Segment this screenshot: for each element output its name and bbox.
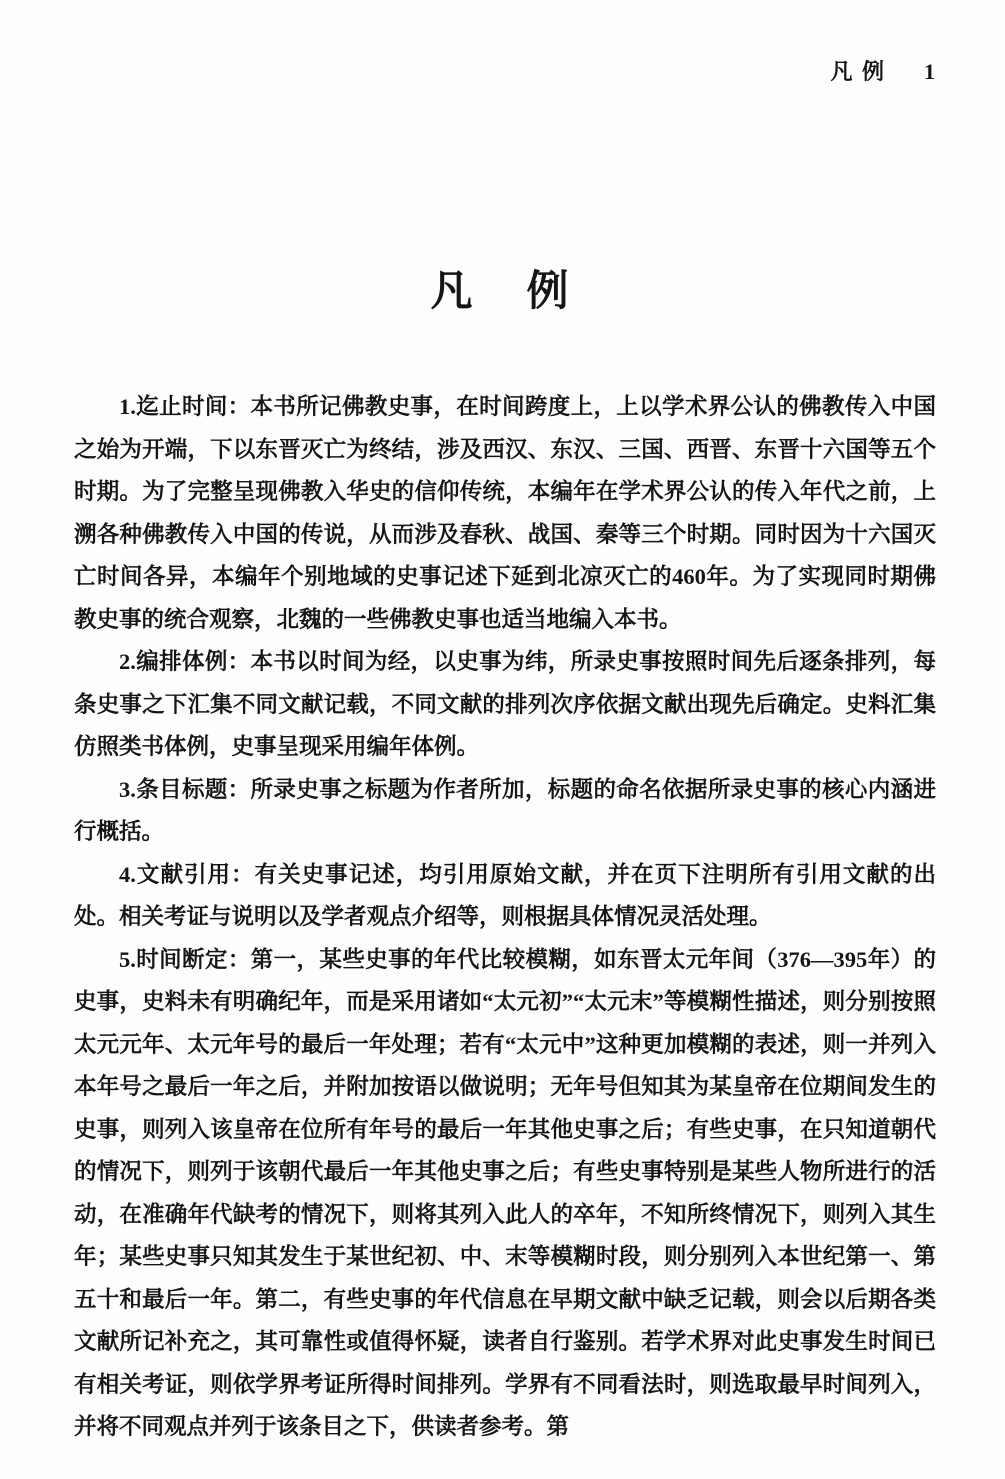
running-header: [830, 55, 937, 86]
body-text: [74, 386, 936, 1449]
paragraph-citations: 4.文献引用：有关史事记述，均引用原始文献，并在页下注明所有引用文献的出处。相关考证与说明以及学者观点介绍等，则根据具体情况灵活处理。: [74, 861, 936, 929]
running-header-title: 凡 例: [830, 59, 886, 84]
page-number: 1: [924, 59, 937, 84]
paragraph-arrangement: 2.编排体例：本书以时间为经，以史事为纬，所录史事按照时间先后逐条排列，每条史事之下汇集不同文献记载，不同文献的排列次序依据文献出现先后确定。史料汇集仿照类书体例，史事呈现采用编年体例。: [74, 649, 936, 759]
paragraph-entry-titles: 3.条目标题：所录史事之标题为作者所加，标题的命名依据所录史事的核心内涵进行概括。: [74, 776, 936, 844]
page-title: 凡 例: [430, 269, 575, 315]
paragraph-cutoff-time: 1.迄止时间：本书所记佛教史事，在时间跨度上，上以学术界公认的佛教传入中国之始为开端，下以东晋灭亡为终结，涉及西汉、东汉、三国、西晋、东晋十六国等五个时期。为了完整呈现佛教入华史的信仰传统，本编年在学术界公认的传入年代之前，上溯各种佛教传入中国的传说，从而涉及春秋、战国、秦等三个时期。同时因为十六国灭亡时间各异，本编年个别地域的史事记述下延到北凉灭亡的460年。为了实现同时期佛教史事的统合观察，北魏的一些佛教史事也适当地编入本书。: [74, 394, 936, 632]
paragraph-dating: 5.时间断定：第一，某些史事的年代比较模糊，如东晋太元年间（376—395年）的史事，史料未有明确纪年，而是采用诸如“太元初”“太元末”等模糊性描述，则分别按照太元元年、太元年号的最后一年处理；若有“太元中”这种更加模糊的表述，则一并列入本年号之最后一年之后，并附加按语以做说明；无年号但知其为某皇帝在位期间发生的史事，则列入该皇帝在位所有年号的最后一年其他史事之后；有些史事，在只知道朝代的情况下，则列于该朝代最后一年其他史事之后；有些史事特别是某些人物所进行的活动，在准确年代缺考的情况下，则将其列入此人的卒年，不知所终情况下，则列入其生年；某些史事只知其发生于某世纪初、中、末等模糊时段，则分别列入本世纪第一、第五十和最后一年。第二，有些史事的年代信息在早期文献中缺乏记载，则会以后期各类文献所记补充之，其可靠性或值得怀疑，读者自行鉴别。若学术界对此史事发生时间已有相关考证，则依学界考证所得时间排列。学界有不同看法时，则选取最早时间列入，并将不同观点并列于该条目之下，供读者参考。第: [74, 946, 936, 1439]
